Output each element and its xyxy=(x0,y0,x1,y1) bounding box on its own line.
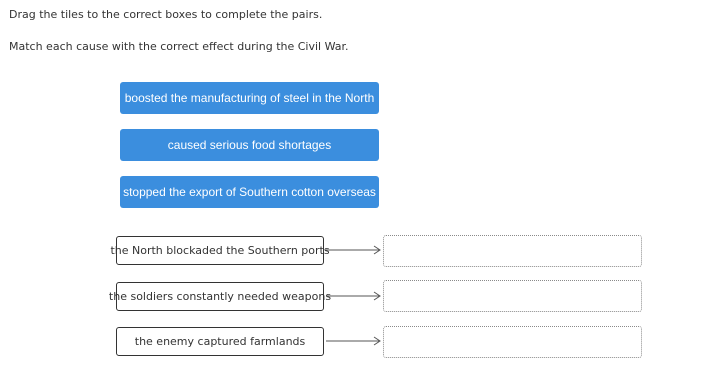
draggable-tile-food-shortages[interactable]: caused serious food shortages xyxy=(120,129,379,161)
right-arrow-icon xyxy=(326,290,382,302)
right-arrow-icon xyxy=(326,244,382,256)
right-arrow-icon xyxy=(326,335,382,347)
drop-target-box[interactable] xyxy=(383,235,642,267)
draggable-tile-cotton-export[interactable]: stopped the export of Southern cotton overseas xyxy=(120,176,379,208)
instruction-text: Drag the tiles to the correct boxes to complete the pairs. xyxy=(9,8,323,21)
draggable-tile-steel[interactable]: boosted the manufacturing of steel in the North xyxy=(120,82,379,114)
cause-label-blockade: the North blockaded the Southern ports xyxy=(116,236,324,265)
question-prompt: Match each cause with the correct effect during the Civil War. xyxy=(9,40,349,53)
cause-label-farmlands: the enemy captured farmlands xyxy=(116,327,324,356)
drop-target-box[interactable] xyxy=(383,326,642,358)
drop-target-box[interactable] xyxy=(383,280,642,312)
cause-label-weapons: the soldiers constantly needed weapons xyxy=(116,282,324,311)
